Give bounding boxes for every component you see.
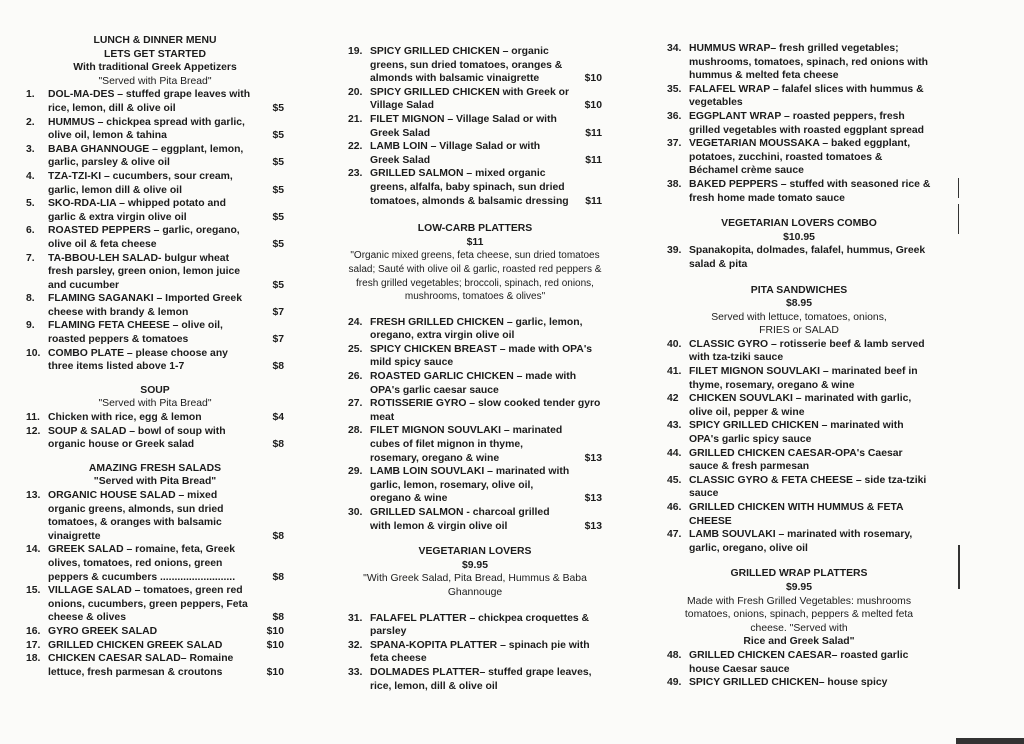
menu-item	[26, 652, 284, 679]
menu-item-price: $7	[272, 334, 284, 346]
menu-item-price: $5	[272, 238, 284, 250]
menu-item-number: 5.	[26, 198, 35, 210]
menu-item	[348, 370, 602, 397]
menu-item-number: 10.	[26, 347, 41, 359]
menu-item-number: 23.	[348, 168, 363, 180]
menu-item	[667, 365, 931, 392]
menu-item-description: ORGANIC HOUSE SALAD – mixed organic greens, almonds, sun dried tomatoes, & oranges with balsamic vinaigrette	[48, 490, 224, 542]
pita-list	[667, 338, 931, 556]
menu-item-price: $10	[266, 625, 284, 637]
menu-item-description: SPICY CHICKEN BREAST – made with OPA's mild spicy sauce	[370, 343, 593, 369]
menu-item	[667, 528, 931, 555]
vegetarian-list	[348, 612, 602, 694]
menu-item-number: 7.	[26, 252, 35, 264]
menu-item-number: 36.	[667, 110, 682, 122]
menu-item	[348, 45, 602, 86]
menu-item-price: $11	[585, 195, 602, 207]
menu-item-number: 13.	[26, 490, 41, 501]
menu-item-number: 12.	[26, 425, 41, 437]
menu-item-number: 1.	[26, 89, 35, 101]
menu-item	[348, 397, 602, 424]
menu-item-description: BABA GHANNOUGE – eggplant, lemon, garlic, parsley & olive oil	[48, 143, 244, 169]
menu-item-number: 22.	[348, 141, 363, 153]
menu-item-description: SPICY GRILLED CHICKEN – marinated with OPA's garlic spicy sauce	[689, 420, 904, 446]
soup-section-title: SOUP	[140, 384, 170, 396]
menu-item-price: $10	[266, 639, 284, 651]
starter-section-title: LETS GET STARTED	[104, 48, 206, 60]
salad-section-title: AMAZING FRESH SALADS	[88, 462, 222, 474]
menu-item-number: 31.	[348, 612, 363, 624]
menu-item-number: 20.	[348, 86, 363, 98]
menu-item-description: Spanakopita, dolmades, falafel, hummus, Greek salad & pita	[689, 245, 926, 270]
menu-item-price: $5	[272, 279, 284, 291]
menu-item	[667, 83, 931, 110]
scan-mark	[958, 545, 960, 589]
menu-item-price: $8	[272, 571, 284, 583]
menu-item-number: 30.	[348, 507, 363, 518]
menu-item-number: 15.	[26, 585, 41, 597]
menu-item	[26, 639, 284, 653]
menu-item	[667, 137, 931, 178]
menu-item-price: $8	[272, 439, 284, 451]
menu-item	[348, 639, 602, 666]
menu-item	[26, 411, 284, 425]
combo-section-title: VEGETARIAN LOVERS COMBO	[721, 218, 877, 230]
menu-item	[26, 625, 284, 639]
menu-item-number: 32.	[348, 639, 363, 651]
wrap-section-title: GRILLED WRAP PLATTERS	[730, 568, 868, 580]
wrap-list	[667, 42, 931, 205]
menu-item	[26, 170, 284, 197]
menu-item	[667, 244, 931, 271]
menu-item	[348, 86, 602, 113]
menu-item-number: 35.	[667, 83, 682, 95]
menu-item-number: 2.	[26, 116, 35, 128]
menu-item	[26, 88, 284, 115]
menu-item-number: 48.	[667, 649, 682, 661]
menu-item	[26, 116, 284, 143]
menu-item-price: $5	[272, 102, 284, 114]
wrap-section-note: Made with Fresh Grilled Vegetables: mushrooms tomatoes, onions, spinach, peppers & melted feta cheese. "Served with	[684, 595, 914, 634]
menu-item-number: 37.	[667, 138, 682, 150]
menu-item-number: 42	[667, 393, 679, 405]
menu-item-number: 8.	[26, 293, 35, 305]
menu-item	[26, 543, 284, 584]
menu-item-price: $5	[272, 157, 284, 169]
menu-item	[667, 676, 931, 690]
menu-item-description: COMBO PLATE – please choose any three items listed above 1-7	[48, 347, 228, 373]
menu-column-2	[348, 45, 602, 693]
menu-item-number: 3.	[26, 143, 35, 155]
menu-item-description: BAKED PEPPERS – stuffed with seasoned rice & fresh home made tomato sauce	[689, 178, 931, 204]
menu-item-description: VILLAGE SALAD – tomatoes, green red onions, cucumbers, green peppers, Feta cheese & olives	[48, 585, 248, 624]
menu-item-number: 26.	[348, 371, 363, 383]
pita-section-price: $8.95	[785, 298, 812, 310]
salad-section-note: "Served with Pita Bread"	[93, 476, 217, 488]
menu-item-description: GYRO GREEK SALAD	[48, 625, 158, 637]
menu-item	[26, 489, 284, 543]
menu-item-number: 43.	[667, 420, 682, 432]
menu-item-number: 4.	[26, 170, 35, 182]
menu-item-price: $8	[272, 612, 284, 624]
menu-item-description: TA-BBOU-LEH SALAD- bulgur wheat fresh parsley, green onion, lemon juice and cucumber	[48, 252, 241, 291]
menu-item-number: 40.	[667, 338, 682, 350]
menu-item	[26, 347, 284, 374]
menu-item-price: $10	[584, 73, 602, 85]
menu-item-price: $13	[584, 452, 602, 464]
menu-item	[667, 110, 931, 137]
vegetarian-section-price: $9.95	[461, 559, 488, 571]
menu-title: LUNCH & DINNER MENU	[93, 35, 217, 46]
menu-item-description: ROASTED PEPPERS – garlic, oregano, olive oil & feta cheese	[48, 225, 240, 250]
menu-item-description: GRILLED CHICKEN GREEK SALAD	[48, 639, 223, 651]
menu-item-description: FALAFEL WRAP – falafel slices with hummus & vegetables	[689, 83, 924, 109]
wrap-section-note-bold: Rice and Greek Salad"	[743, 636, 855, 648]
soup-section-note: "Served with Pita Bread"	[98, 398, 212, 410]
menu-item-description: SOUP & SALAD – bowl of soup with organic house or Greek salad	[48, 425, 226, 451]
menu-item-price: $7	[272, 306, 284, 318]
menu-item-number: 14.	[26, 544, 41, 556]
menu-item-description: GRILLED CHICKEN CAESAR– roasted garlic house Caesar sauce	[689, 649, 909, 675]
menu-item-description: ROTISSERIE GYRO – slow cooked tender gyro meat	[370, 398, 601, 423]
menu-item-number: 41.	[667, 366, 682, 378]
menu-item-number: 6.	[26, 225, 35, 237]
menu-item	[348, 666, 602, 693]
menu-item-number: 47.	[667, 529, 682, 541]
menu-item	[348, 424, 602, 465]
menu-item	[348, 316, 602, 343]
menu-item-number: 9.	[26, 320, 35, 332]
combo-section-price: $10.95	[783, 231, 815, 243]
menu-item	[667, 649, 931, 676]
menu-item-description: Chicken with rice, egg & lemon	[48, 412, 202, 424]
wrap-platter-list	[667, 649, 931, 690]
menu-item-number: 17.	[26, 639, 41, 651]
menu-item-description: FILET MIGNON – Village Salad or with Greek Salad	[370, 113, 557, 139]
menu-item-description: SKO-RDA-LIA – whipped potato and garlic & extra virgin olive oil	[48, 198, 226, 223]
menu-item-description: SPANA-KOPITA PLATTER – spinach pie with feta cheese	[370, 639, 590, 665]
menu-item-number: 21.	[348, 113, 363, 125]
menu-item-number: 18.	[26, 653, 41, 665]
menu-item-description: SPICY GRILLED CHICKEN – organic greens, sun dried tomatoes, oranges & almonds with balsamic vinaigrette	[370, 46, 563, 85]
menu-item-description: LAMB LOIN – Village Salad or with Greek Salad	[370, 141, 541, 166]
menu-item	[667, 447, 931, 474]
menu-item-price: $11	[585, 127, 602, 139]
menu-item-price: $5	[272, 211, 284, 223]
menu-item-description: LAMB LOIN SOUVLAKI – marinated with garlic, lemon, rosemary, olive oil, oregano & wine	[370, 466, 570, 505]
menu-item-description: GRILLED CHICKEN CAESAR-OPA's Caesar sauce & fresh parmesan	[689, 447, 903, 473]
menu-item-number: 33.	[348, 666, 363, 678]
menu-item-price: $13	[584, 493, 602, 505]
menu-item-description: CLASSIC GYRO – rotisserie beef & lamb served with tza-tziki sauce	[689, 338, 925, 364]
menu-item	[667, 419, 931, 446]
pita-section-note: Served with lettuce, tomatoes, onions, FRIES or SALAD	[711, 311, 887, 337]
menu-item-number: 25.	[348, 343, 363, 355]
menu-item-description: TZA-TZI-KI – cucumbers, sour cream, garlic, lemon dill & olive oil	[48, 170, 233, 196]
menu-item	[348, 113, 602, 140]
salad-entree-list	[348, 45, 602, 208]
menu-item	[348, 343, 602, 370]
menu-item-number: 34.	[667, 43, 682, 54]
pita-section-title: PITA SANDWICHES	[750, 284, 848, 296]
menu-item-description: GRILLED SALMON - charcoal grilled with lemon & virgin olive oil	[370, 507, 550, 532]
menu-item-description: GRILLED CHICKEN WITH HUMMUS & FETA CHEESE	[689, 502, 904, 527]
menu-item-number: 28.	[348, 425, 363, 437]
menu-item	[667, 501, 931, 528]
menu-item	[26, 252, 284, 293]
menu-item-price: $11	[585, 154, 602, 166]
menu-item-number: 27.	[348, 398, 363, 410]
menu-item-number: 39.	[667, 245, 682, 257]
menu-item-number: 16.	[26, 625, 41, 637]
menu-item	[26, 224, 284, 251]
menu-item-description: GRILLED SALMON – mixed organic greens, alfalfa, baby spinach, sun dried tomatoes, almonds & balsamic dressing	[370, 168, 569, 207]
menu-item-number: 19.	[348, 46, 363, 57]
lowcarb-section-note: "Organic mixed greens, feta cheese, sun dried tomatoes salad; Sauté with olive oil & garlic, roasted red peppers & fresh grilled vegetables; broccoli, spinach, red onions, mushrooms, tomatoes & olives"	[348, 250, 602, 303]
menu-item-number: 11.	[26, 412, 40, 424]
menu-item-description: FLAMING SAGANAKI – Imported Greek cheese with brandy & lemon	[48, 293, 242, 318]
menu-item-description: CHICKEN CAESAR SALAD– Romaine lettuce, fresh parmesan & croutons	[48, 653, 234, 678]
menu-item	[26, 319, 284, 346]
appetizer-list	[26, 88, 284, 373]
menu-item-description: HUMMUS WRAP– fresh grilled vegetables; mushrooms, tomatoes, spinach, red onions with hummus & melted feta cheese	[689, 43, 929, 82]
menu-item-description: SPICY GRILLED CHICKEN– house spicy	[689, 677, 888, 689]
menu-item	[26, 584, 284, 625]
menu-item-number: 45.	[667, 474, 682, 486]
menu-item-description: LAMB SOUVLAKI – marinated with rosemary, garlic, oregano, olive oil	[689, 529, 913, 554]
menu-item-description: FILET MIGNON SOUVLAKI – marinated cubes of filet mignon in thyme, rosemary, oregano & wine	[370, 425, 563, 464]
menu-item-number: 38.	[667, 178, 682, 190]
menu-column-3	[667, 42, 931, 690]
menu-item	[667, 338, 931, 365]
menu-item-description: FLAMING FETA CHEESE – olive oil, roasted peppers & tomatoes	[48, 320, 223, 346]
starter-section-subtitle: With traditional Greek Appetizers	[73, 62, 237, 74]
menu-item-description: CHICKEN SOUVLAKI – marinated with garlic, olive oil, pepper & wine	[689, 393, 912, 418]
menu-item-description: FILET MIGNON SOUVLAKI – marinated beef in thyme, rosemary, oregano & wine	[689, 366, 918, 391]
salad-list	[26, 489, 284, 679]
menu-item-description: DOL-MA-DES – stuffed grape leaves with rice, lemon, dill & olive oil	[48, 89, 251, 114]
wrap-section-price: $9.95	[785, 581, 812, 593]
menu-item	[26, 425, 284, 452]
menu-item-price: $8	[272, 530, 284, 542]
scan-mark	[958, 204, 959, 234]
menu-item-description: SPICY GRILLED CHICKEN with Greek or Village Salad	[370, 86, 569, 112]
menu-item	[667, 474, 931, 501]
scan-mark	[958, 178, 959, 198]
menu-item-price: $5	[272, 130, 284, 142]
menu-item-description: FRESH GRILLED CHICKEN – garlic, lemon, oregano, extra virgin olive oil	[370, 316, 583, 342]
menu-item	[667, 392, 931, 419]
scan-mark	[956, 738, 1024, 744]
menu-item-price: $13	[584, 520, 602, 532]
lowcarb-section-price: $11	[466, 236, 484, 248]
combo-list	[667, 244, 931, 271]
menu-column-1	[26, 34, 284, 679]
menu-item	[348, 140, 602, 167]
lowcarb-section-title: LOW-CARB PLATTERS	[417, 223, 533, 235]
menu-item-number: 29.	[348, 466, 363, 478]
vegetarian-section-title: VEGETARIAN LOVERS	[418, 546, 532, 558]
starter-section-note: "Served with Pita Bread"	[98, 75, 212, 87]
soup-list	[26, 411, 284, 452]
menu-item-description: DOLMADES PLATTER– stuffed grape leaves, rice, lemon, dill & olive oil	[370, 666, 592, 692]
menu-item-price: $5	[272, 184, 284, 196]
menu-item-price: $4	[272, 412, 284, 424]
menu-item-number: 46.	[667, 502, 682, 513]
menu-item-description: ROASTED GARLIC CHICKEN – made with OPA's garlic caesar sauce	[370, 371, 577, 396]
menu-item-number: 49.	[667, 677, 682, 689]
menu-item-description: VEGETARIAN MOUSSAKA – baked eggplant, potatoes, zucchini, roasted tomatoes & Béchamel crème sauce	[689, 138, 911, 177]
lowcarb-list	[348, 316, 602, 534]
menu-item-description: CLASSIC GYRO & FETA CHEESE – side tza-tziki sauce	[689, 474, 927, 500]
vegetarian-section-note: "With Greek Salad, Pita Bread, Hummus & Baba Ghannouge	[363, 573, 587, 598]
menu-item-description: GREEK SALAD – romaine, feta, Greek olives, tomatoes, red onions, green peppers & cucumbers ..........................	[48, 544, 236, 583]
menu-item	[26, 143, 284, 170]
menu-item-description: HUMMUS – chickpea spread with garlic, olive oil, lemon & tahina	[48, 116, 245, 142]
menu-item-number: 44.	[667, 447, 682, 459]
menu-item	[26, 292, 284, 319]
menu-item	[348, 465, 602, 506]
menu-item	[667, 178, 931, 205]
menu-item	[26, 197, 284, 224]
menu-item-price: $8	[272, 361, 284, 373]
menu-item	[348, 506, 602, 533]
menu-item	[667, 42, 931, 83]
menu-item-description: FALAFEL PLATTER – chickpea croquettes & parsley	[370, 612, 590, 638]
menu-item	[348, 167, 602, 208]
menu-item	[348, 612, 602, 639]
menu-item-price: $10	[266, 666, 284, 678]
menu-item-price: $10	[584, 100, 602, 112]
menu-item-description: EGGPLANT WRAP – roasted peppers, fresh grilled vegetables with roasted eggplant spread	[689, 110, 925, 136]
menu-item-number: 24.	[348, 316, 363, 328]
